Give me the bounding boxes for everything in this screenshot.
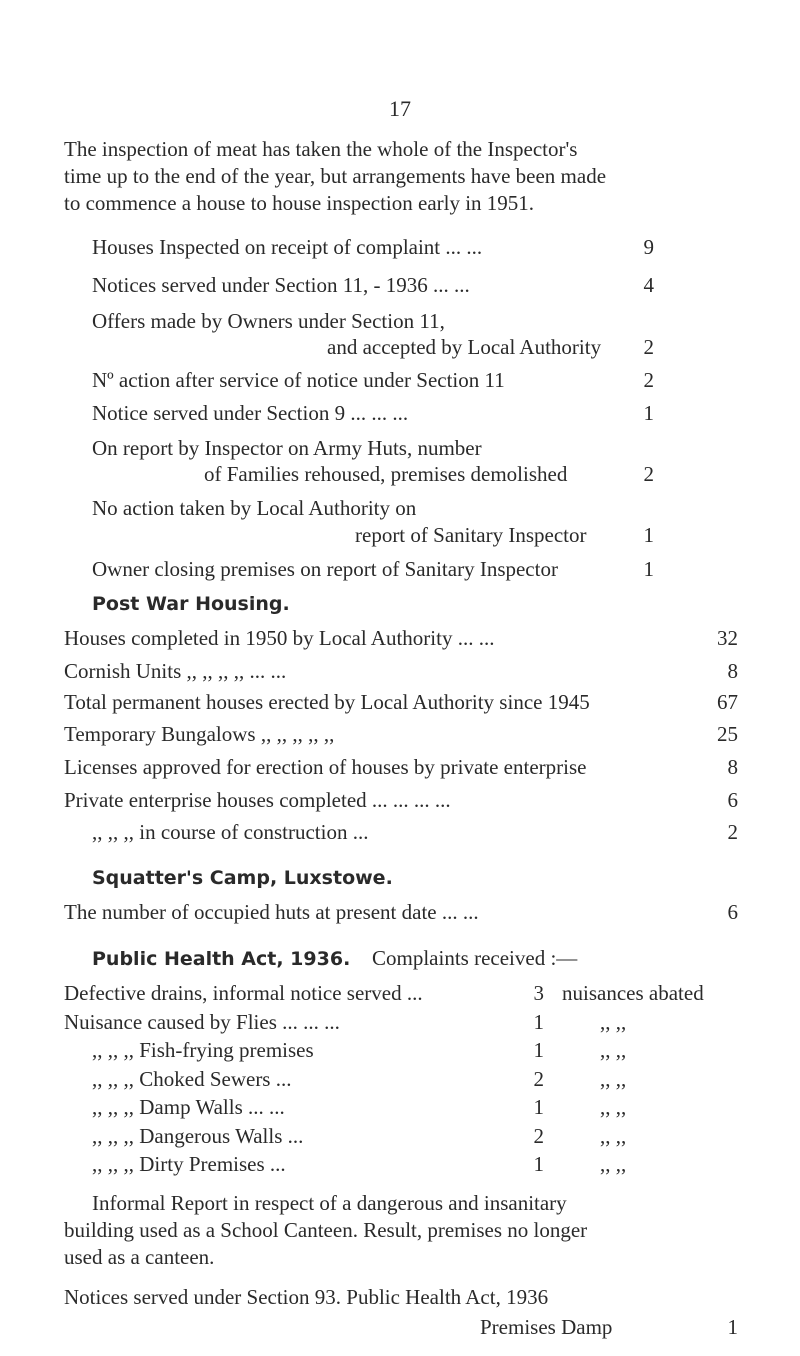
- offers-made-label: Offers made by Owners under Section 11,: [92, 309, 445, 333]
- squatter-row-value: 6: [727, 900, 738, 924]
- post-war-row: Temporary Bungalows ,, ,, ,, ,, ,,: [64, 722, 335, 746]
- notices-served-label: Notices served under Section 11, - 1936 ... ...: [92, 273, 470, 297]
- families-rehoused-value: 2: [643, 462, 654, 486]
- public-health-heading: Public Health Act, 1936.: [92, 948, 351, 970]
- complaint-row-result: ,, ,,: [600, 1038, 627, 1062]
- complaint-row-label: Defective drains, informal notice served ...: [64, 981, 423, 1005]
- complaint-row-result: ,, ,,: [600, 1124, 627, 1148]
- complaint-row-label: ,, ,, ,, Choked Sewers ...: [92, 1067, 292, 1091]
- complaint-row-label: ,, ,, ,, Dirty Premises ...: [92, 1152, 286, 1176]
- post-war-row: Licenses approved for erection of houses by private enterprise: [64, 755, 587, 779]
- post-war-row: Cornish Units ,, ,, ,, ,, ... ...: [64, 659, 287, 683]
- owner-closing-value: 1: [643, 557, 654, 581]
- complaint-row-result: ,, ,,: [600, 1010, 627, 1034]
- premises-damp-value: 1: [727, 1315, 738, 1339]
- intro-line-2: time up to the end of the year, but arrangements have been made: [64, 164, 607, 188]
- complaint-row-result: ,, ,,: [600, 1095, 627, 1119]
- houses-inspected-label: Houses Inspected on receipt of complaint ... ...: [92, 235, 483, 259]
- post-war-row: Total permanent houses erected by Local Authority since 1945: [64, 690, 590, 714]
- post-war-value: 67: [717, 690, 738, 714]
- complaint-row-count: 1: [533, 1152, 544, 1176]
- complaint-row-count: 2: [533, 1067, 544, 1091]
- report-sanitary-label: report of Sanitary Inspector: [355, 523, 587, 547]
- no-action-la-label: No action taken by Local Authority on: [92, 496, 417, 520]
- report-sanitary-value: 1: [643, 523, 654, 547]
- owner-closing-label: Owner closing premises on report of Sanitary Inspector: [92, 557, 558, 581]
- complaint-row-result: ,, ,,: [600, 1152, 627, 1176]
- premises-damp-label: Premises Damp: [480, 1315, 613, 1339]
- post-war-value: 25: [717, 722, 738, 746]
- squatter-heading: Squatter's Camp, Luxstowe.: [92, 867, 393, 889]
- complaint-row-result: ,, ,,: [600, 1067, 627, 1091]
- offers-accepted-label: and accepted by Local Authority: [327, 335, 602, 359]
- page-number: 17: [389, 96, 411, 121]
- offers-accepted-value: 2: [643, 335, 654, 359]
- complaint-row-count: 3: [533, 981, 544, 1005]
- complaint-row-result: nuisances abated: [562, 981, 704, 1005]
- complaint-row-count: 1: [533, 1010, 544, 1034]
- notice-section9-value: 1: [643, 401, 654, 425]
- post-war-row: Houses completed in 1950 by Local Authority ... ...: [64, 626, 495, 650]
- complaint-row-count: 2: [533, 1124, 544, 1148]
- informal-report-line-1: Informal Report in respect of a dangerous and insanitary: [92, 1191, 567, 1215]
- complaint-row-label: ,, ,, ,, Fish-frying premises: [92, 1038, 314, 1062]
- complaint-row-count: 1: [533, 1038, 544, 1062]
- post-war-value: 32: [717, 626, 738, 650]
- notices-served-value: 4: [643, 273, 654, 297]
- public-health-heading-suffix: Complaints received :—: [372, 946, 578, 970]
- post-war-value: 8: [727, 755, 738, 779]
- families-rehoused-label: of Families rehoused, premises demolished: [204, 462, 568, 486]
- post-war-heading: Post War Housing.: [92, 593, 290, 615]
- notices-93-line: Notices served under Section 93. Public Health Act, 1936: [64, 1285, 549, 1309]
- squatter-row-label: The number of occupied huts at present date ... ...: [64, 900, 479, 924]
- post-war-value: 6: [727, 788, 738, 812]
- intro-line-1: The inspection of meat has taken the whole of the Inspector's: [64, 137, 578, 161]
- complaint-row-label: Nuisance caused by Flies ... ... ...: [64, 1010, 340, 1034]
- intro-line-3: to commence a house to house inspection early in 1951.: [64, 191, 535, 215]
- post-war-row: ,, ,, ,, in course of construction ...: [92, 820, 369, 844]
- no-action-value: 2: [643, 368, 654, 392]
- informal-report-line-2: building used as a School Canteen. Result, premises no longer: [64, 1218, 588, 1242]
- houses-inspected-value: 9: [643, 235, 654, 259]
- post-war-value: 8: [727, 659, 738, 683]
- post-war-row: Private enterprise houses completed ... ... ... ...: [64, 788, 451, 812]
- informal-report-line-3: used as a canteen.: [64, 1245, 215, 1269]
- complaint-row-label: ,, ,, ,, Dangerous Walls ...: [92, 1124, 304, 1148]
- complaint-row-label: ,, ,, ,, Damp Walls ... ...: [92, 1095, 285, 1119]
- army-huts-label: On report by Inspector on Army Huts, number: [92, 436, 482, 460]
- no-action-label: Nº action after service of notice under Section 11: [92, 368, 505, 392]
- complaint-row-count: 1: [533, 1095, 544, 1119]
- post-war-value: 2: [727, 820, 738, 844]
- notice-section9-label: Notice served under Section 9 ... ... ...: [92, 401, 409, 425]
